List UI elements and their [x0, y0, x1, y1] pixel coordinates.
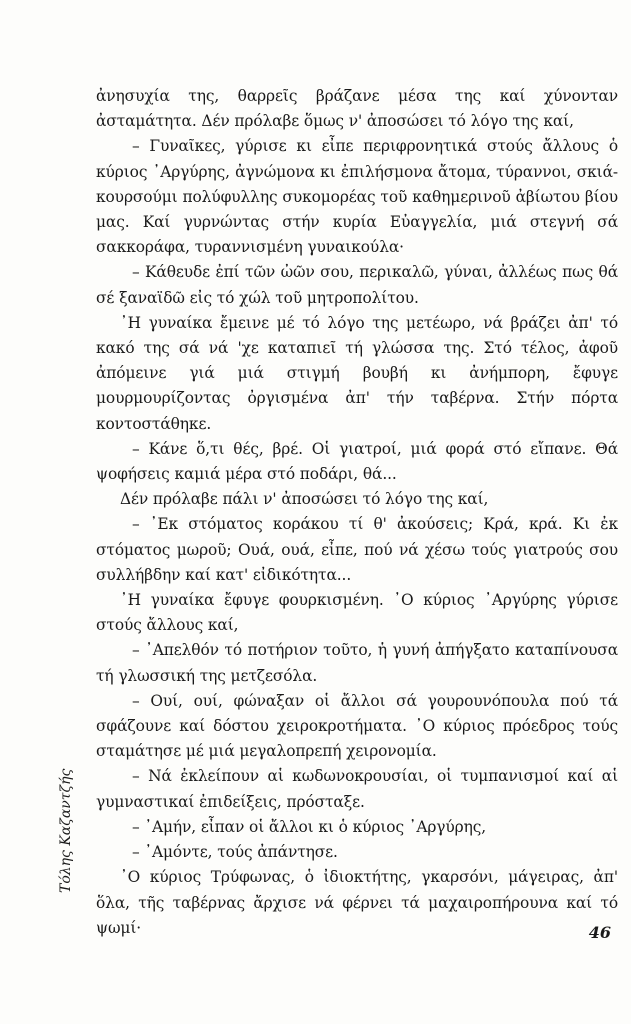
- paragraph: ἀνησυχία της, θαρρεῖς βράζανε μέσα της καί χύνονταν ἀσταμάτητα. Δέν πρόλαβε ὅμως ν' ἀποσώσει τό λόγο της καί,: [96, 87, 618, 131]
- paragraph: – Κάνε ὅ,τι θές, βρέ. Οἱ γιατροί, μιά φορά στό εἴπανε. Θά ψοφήσεις καμιά μέρα στό ποδάρι, θά...: [96, 439, 618, 484]
- paragraph: – ᾿Εκ στόματος κοράκου τί θ' ἀκούσεις; Κρά, κρά. Κι ἐκ στόματος μωροῦ; Ουά, ουά, εἶπε, πού νά χέσω τούς γιατρούς σου συλλήβδην καί κατ' εἰδικότητα...: [96, 515, 618, 584]
- paragraph: ᾿Η γυναίκα ἔμεινε μέ τό λόγο της μετέωρο, νά βράζει ἀπ' τό κακό της σά νά 'χε καταπιεῖ τή γλώσσα της. Στό τέλος, ἀφοῦ ἀπόμεινε γιά μιά στιγμή βουβή κι ἀνήμπορη, ἔφυγε μουρμουρίζοντας ὀργισμένα ἀπ' τήν ταβέρνα. Στήν πόρτα κοντοστάθηκε.: [96, 313, 618, 433]
- paragraph: ᾿Η γυναίκα ἔφυγε φουρκισμένη. ᾿Ο κύριος ᾿Αργύρης γύρισε στούς ἄλλους καί,: [96, 591, 618, 635]
- paragraph: – ᾿Απελθόν τό ποτήριον τοῦτο, ἡ γυνή ἀπήγξατο καταπίνουσα τή γλωσσική της μετζεσόλα.: [96, 641, 618, 685]
- paragraph: – ᾿Αμόντε, τούς ἀπάντησε.: [132, 843, 338, 862]
- paragraph: Δέν πρόλαβε πάλι ν' ἀποσώσει τό λόγο της καί,: [120, 490, 489, 509]
- paragraph: – ᾿Αμήν, εἶπαν οἱ ἄλλοι κι ὁ κύριος ᾿Αργύρης,: [132, 817, 487, 836]
- paragraph: – Ουί, ουί, φώναξαν οἱ ἄλλοι σά γουρουνόπουλα πού τά σφάζουνε καί δόστου χειροκροτήματα. ᾿Ο κύριος πρόεδρος τούς σταμάτησε μέ μιά μεγαλοπρεπή χειρονομία.: [96, 691, 618, 761]
- body-text: [96, 84, 618, 941]
- paragraph: – Κάθευδε ἐπί τῶν ὠῶν σου, περικαλῶ, γύναι, ἀλλέως πως θά σέ ξαναϊδῶ εἰς τό χώλ τοῦ μητροπολίτου.: [96, 263, 618, 307]
- paragraph: ᾿Ο κύριος Τρύφωνας, ὁ ἰδιοκτήτης, γκαρσόνι, μάγειρας, ἀπ' ὅλα, τῆς ταβέρνας ἄρχισε νά φέρνει τά μαχαιροπήρουνα καί τό ψωμί·: [96, 868, 618, 937]
- paragraph: – Νά ἐκλείπουν αἱ κωδωνοκρουσίαι, οἱ τυμπανισμοί καί αἱ γυμναστικαί ἐπιδείξεις, πρόσταξε.: [96, 767, 618, 811]
- page-number: 46: [588, 923, 611, 942]
- paragraph: – Γυναῖκες, γύρισε κι εἶπε περιφρονητικά στούς ἄλλους ὁ κύριος ᾿Αργύρης, ἀγνώμονα κι ἐπιλήσμονα ἄτομα, τύραννοι, σκιά-κουρσούμι πολύφυλλης συκομορέας τοῦ καθημερινοῦ ἀβίωτου βίου μας. Καί γυρνώντας στήν κυρία Εὐαγγελία, μιά στεγνή σά σακκοράφα, τυραννισμένη γυναικούλα·: [96, 137, 618, 257]
- author-name: Τόλης Καζαντζής: [58, 768, 74, 893]
